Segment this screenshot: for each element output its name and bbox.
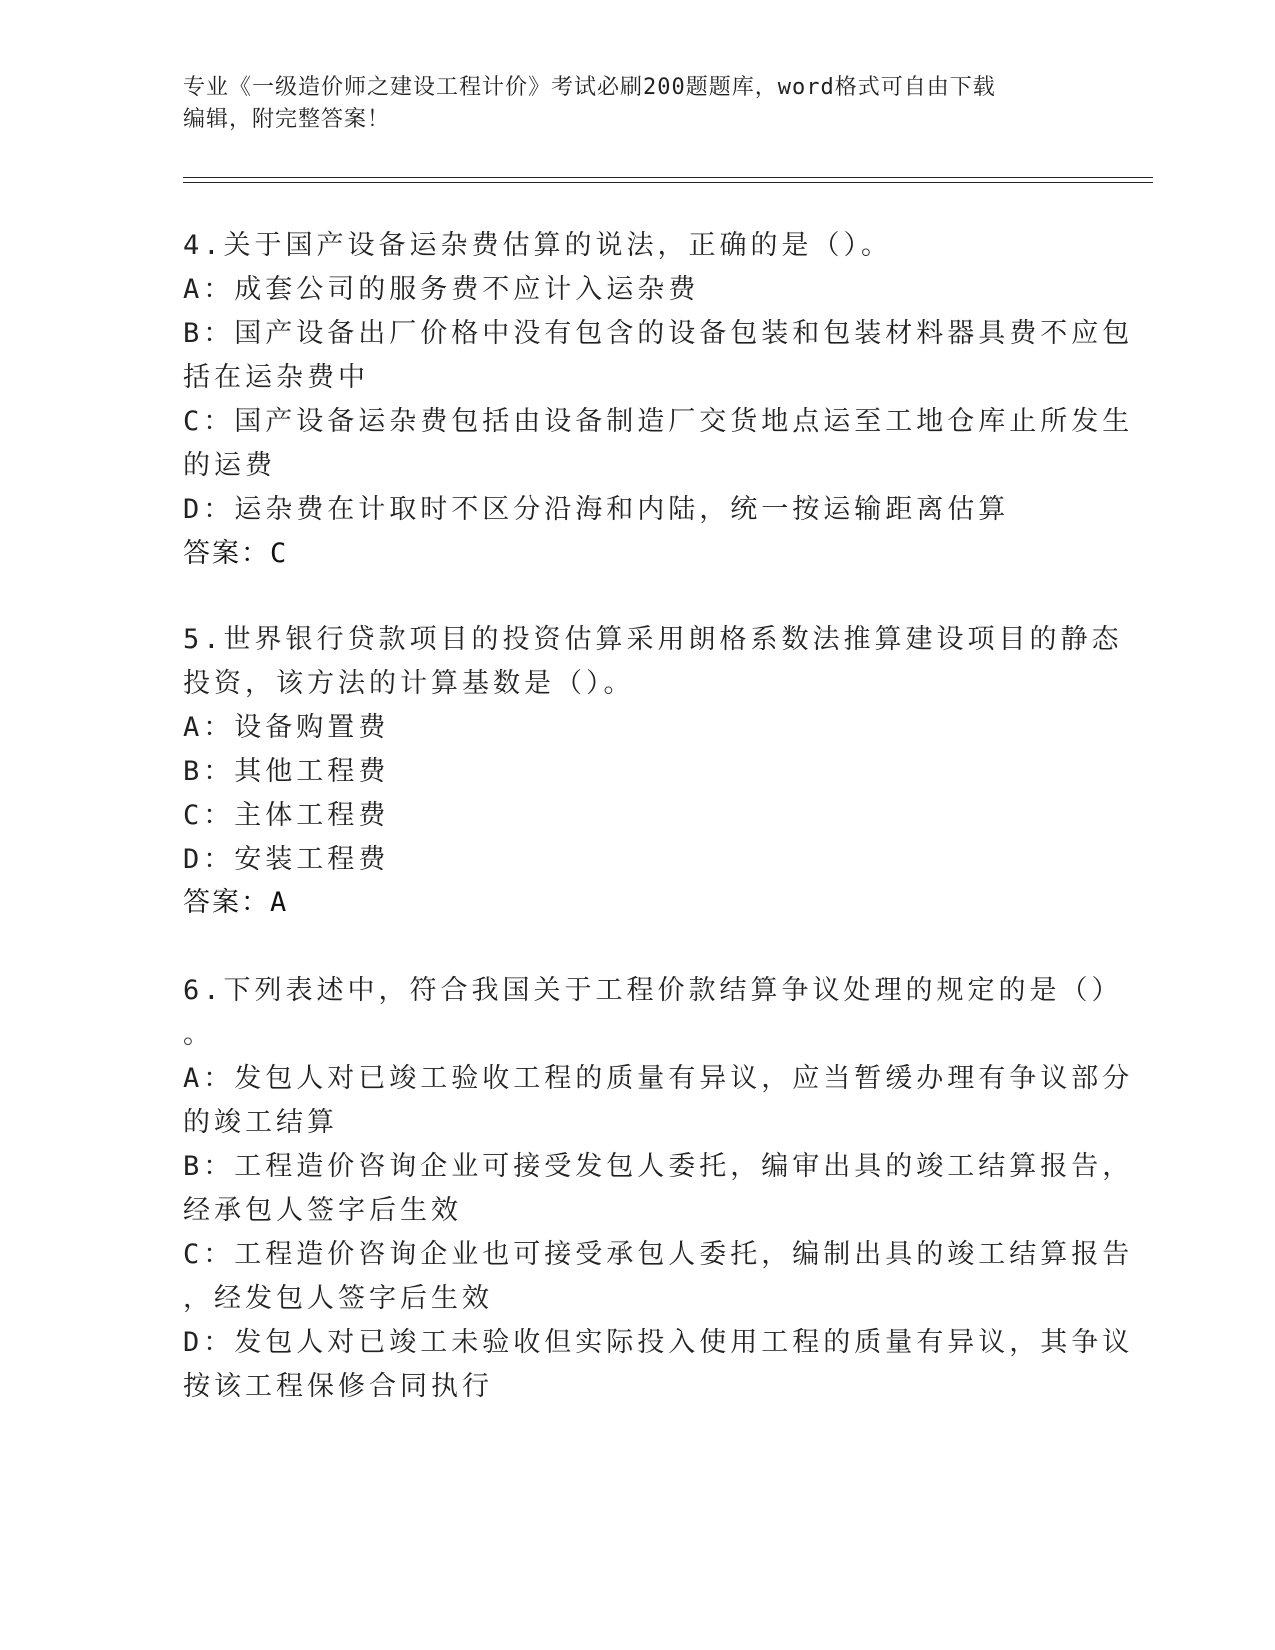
question-4-option-c: C：国产设备运杂费包括由设备制造厂交货地点运至工地仓库止所发生 <box>183 406 1134 437</box>
question-6-stem: 6.下列表述中，符合我国关于工程价款结算争议处理的规定的是（） <box>183 975 1123 1006</box>
question-4-stem: 4.关于国产设备运杂费估算的说法，正确的是（）。 <box>183 230 893 261</box>
question-5-option-b: B：其他工程费 <box>183 756 390 787</box>
header-line-2: 编辑，附完整答案！ <box>183 107 391 132</box>
question-4-option-a: A：成套公司的服务费不应计入运杂费 <box>183 274 700 305</box>
answer-label: 答案： <box>183 887 270 918</box>
question-4-option-d: D：运杂费在计取时不区分沿海和内陆，统一按运输距离估算 <box>183 494 1010 525</box>
header-rule-top <box>183 177 1153 178</box>
question-4-option-c-cont: 的运费 <box>183 450 276 481</box>
question-5-option-a: A：设备购置费 <box>183 712 390 743</box>
answer-value: C <box>270 538 289 569</box>
question-4-option-b: B：国产设备出厂价格中没有包含的设备包装和包装材料器具费不应包 <box>183 318 1134 349</box>
question-4-answer <box>183 537 288 571</box>
question-5-stem-cont: 投资，该方法的计算基数是（）。 <box>183 668 635 699</box>
question-6-option-b: B：工程造价咨询企业可接受发包人委托，编审出具的竣工结算报告， <box>183 1151 1134 1182</box>
answer-label: 答案： <box>183 538 270 569</box>
question-6-option-a: A：发包人对已竣工验收工程的质量有异议，应当暂缓办理有争议部分 <box>183 1063 1134 1094</box>
question-6-option-a-cont: 的竣工结算 <box>183 1107 338 1138</box>
question-6-option-d: D：发包人对已竣工未验收但实际投入使用工程的质量有异议，其争议 <box>183 1327 1134 1358</box>
question-6-option-c-cont: ，经发包人签字后生效 <box>183 1283 493 1314</box>
question-6-option-c: C：工程造价咨询企业也可接受承包人委托，编制出具的竣工结算报告 <box>183 1239 1134 1270</box>
question-4-option-b-cont: 括在运杂费中 <box>183 362 369 393</box>
question-6-option-d-cont: 按该工程保修合同执行 <box>183 1371 493 1402</box>
question-5-answer <box>183 886 288 920</box>
question-6-option-b-cont: 经承包人签字后生效 <box>183 1195 462 1226</box>
question-5-option-c: C：主体工程费 <box>183 800 390 831</box>
header-rule-bottom <box>183 182 1153 183</box>
header-line-1: 专业《一级造价师之建设工程计价》考试必刷200题题库，word格式可自由下载 <box>183 75 996 100</box>
question-6-stem-cont: 。 <box>183 1019 214 1050</box>
answer-value: A <box>270 887 289 918</box>
question-5-stem: 5.世界银行贷款项目的投资估算采用朗格系数法推算建设项目的静态 <box>183 624 1123 655</box>
document-header <box>183 72 1063 136</box>
question-5-option-d: D：安装工程费 <box>183 844 390 875</box>
